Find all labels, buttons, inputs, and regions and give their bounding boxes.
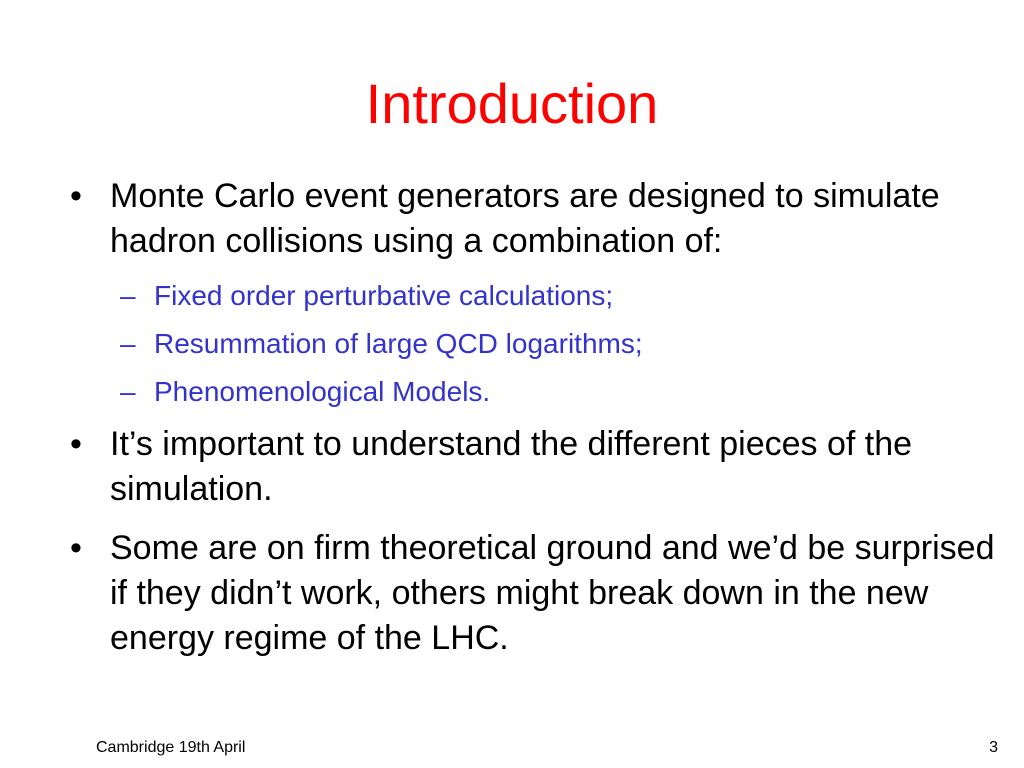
sub-bullet-marker: – <box>120 280 136 311</box>
bullet-marker: • <box>70 177 82 215</box>
sub-bullet-text: Fixed order perturbative calculations; <box>154 280 614 311</box>
footer-text: Cambridge 19th April <box>96 739 246 756</box>
bullet-marker: • <box>70 425 82 463</box>
page-number: 3 <box>989 739 998 756</box>
bullet-text: Monte Carlo event generators are designed to simulate hadron collisions using a combination of: <box>110 177 940 260</box>
bullet-item <box>70 526 1000 661</box>
slide-title: Introduction <box>365 72 659 135</box>
sub-bullet-item <box>70 326 1000 362</box>
slide-body <box>70 174 1000 675</box>
sub-bullet-marker: – <box>120 328 136 359</box>
bullet-marker: • <box>70 529 82 567</box>
bullet-text: Some are on firm theoretical ground and we’d be surprised if they didn’t work, others might break down in the new energy regime of the LHC. <box>110 529 995 657</box>
sub-bullet-item <box>70 374 1000 410</box>
sub-bullet-item <box>70 278 1000 314</box>
bullet-text: It’s important to understand the different pieces of the simulation. <box>110 425 913 508</box>
bullet-item <box>70 174 1000 264</box>
bullet-item <box>70 422 1000 512</box>
sub-bullet-text: Phenomenological Models. <box>154 376 491 407</box>
sub-bullet-text: Resummation of large QCD logarithms; <box>154 328 643 359</box>
sub-bullet-marker: – <box>120 376 136 407</box>
sub-bullet-list <box>70 278 1000 410</box>
